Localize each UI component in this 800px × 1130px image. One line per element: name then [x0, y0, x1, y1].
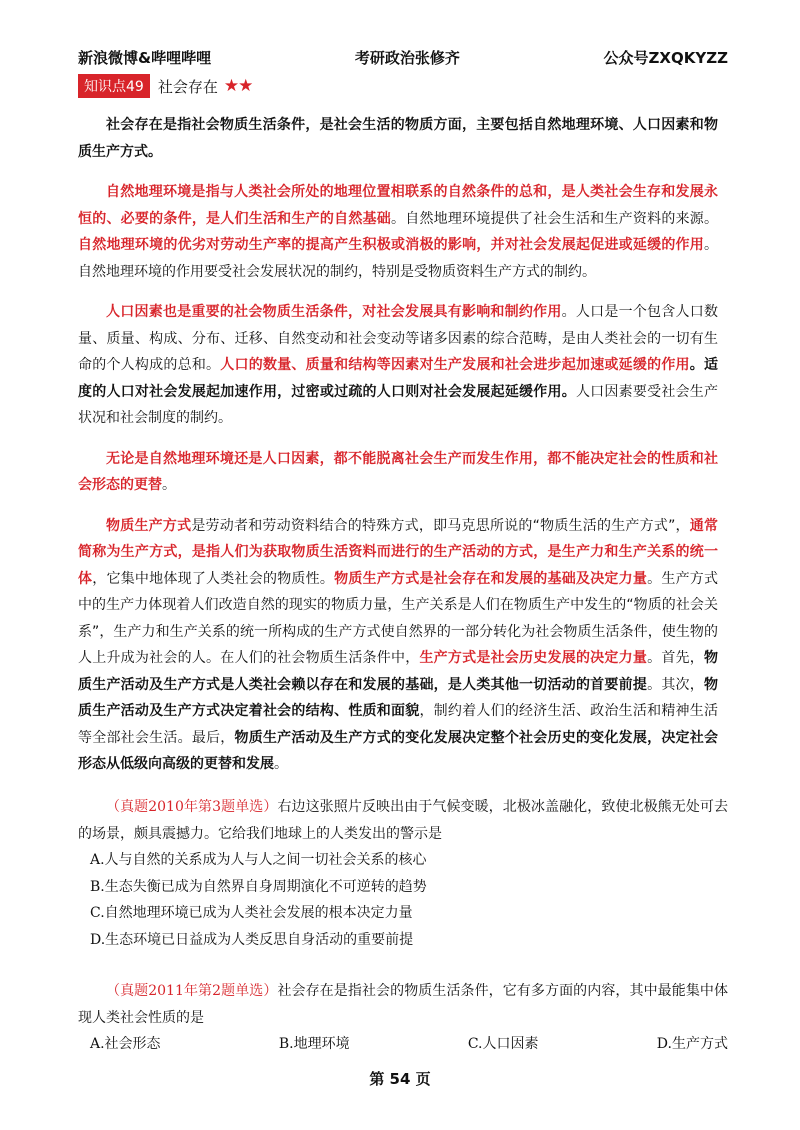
bold-text: 物质生产活动及生产方式的变化发展决定整个社会历史的变化发展，决定社会形态从低级向高级的更替和发展 — [78, 729, 718, 772]
key-text: 无论是自然地理环境还是人口因素，都不能脱离社会生产而发生作用，都不能决定社会的性质和社会形态的更替 — [78, 450, 718, 493]
body-text: ，制约着人们的经济生活、政治生活和精神生活等全部社会生活。最后， — [78, 703, 718, 746]
body-text: 。自然地理环境的作用要受社会发展状况的制约，特别是受物质资料生产方式的制约。 — [78, 237, 718, 280]
question-text: 社会存在是指社会的物质生活条件，它有多方面的内容，其中最能集中体现人类社会性质的是 — [78, 983, 728, 1026]
body-text: ，它集中地体现了人类社会的物质性。 — [92, 570, 335, 587]
page-header — [78, 44, 728, 70]
options-row — [78, 1031, 728, 1058]
paragraph-population — [78, 299, 718, 432]
definition-text: 社会存在是指社会物质生活条件，是社会生活的物质方面，主要包括自然地理环境、人口因素和物质生产方式。 — [78, 117, 718, 160]
option-d: D.生产方式 — [656, 1036, 728, 1052]
question-source: （真题2011年第2题单选） — [106, 983, 278, 999]
question-source: （真题2010年第3题单选） — [106, 799, 278, 815]
paragraph-production-mode — [78, 513, 718, 778]
topic-title: 社会存在 — [157, 77, 218, 96]
header-author: 考研政治张修齐 — [354, 48, 460, 67]
header-social: 新浪微博&哔哩哔哩 — [78, 48, 212, 67]
main-content — [78, 112, 718, 792]
key-text: 生产方式是社会历史发展的决定力量 — [419, 650, 648, 666]
option-d: D.生态环境已日益成为人类反思自身活动的重要前提 — [90, 931, 414, 948]
key-text: 通常简称为生产方式，是指人们为获取物质生活资料而进行的生产活动的方式，是生产力和生产关系的统一体 — [78, 517, 719, 587]
option-b: B.地理环境 — [278, 1036, 350, 1052]
topic-heading — [78, 74, 252, 98]
body-text: 。自然地理环境提供了社会生活和生产资料的来源。 — [391, 210, 718, 227]
option-c: C.自然地理环境已成为人类社会发展的根本决定力量 — [90, 905, 413, 921]
question-text: 右边这张照片反映出由于气候变暖，北极冰盖融化，致使北极熊无处可去的场景，颇具震撼力。它给我们地球上的人类发出的警示是 — [78, 799, 728, 842]
bold-text: 。适度的人口对社会发展起加速作用，过密或过疏的人口则对社会发展起延缓作用。 — [78, 357, 719, 400]
topic-tag: 知识点49 — [78, 74, 150, 98]
body-text: 人口因素要受社会生产状况和社会制度的制约。 — [78, 383, 718, 426]
bold-text: 物质生产活动及生产方式是人类社会赖以存在和发展的基础，是人类其他一切活动的首要前提 — [78, 650, 719, 693]
body-text: 。人口是一个包含人口数量、质量、构成、分布、迁移、自然变动和社会变动等诸多因素的综合范畴，是由人类社会的一切有生命的个人构成的总和。 — [78, 304, 719, 373]
key-text: 物质生产方式 — [106, 517, 192, 534]
body-text: 。 — [162, 477, 176, 493]
option-a: A.社会形态 — [90, 1036, 161, 1052]
key-text: 自然地理环境是指与人类社会所处的地理位置相联系的自然条件的总和，是人类社会生存和发展永恒的、必要的条件，是人们生活和生产的自然基础 — [78, 184, 718, 227]
page-number: 第 54 页 — [369, 1070, 431, 1088]
body-text: 。其次， — [647, 676, 705, 693]
key-text: 物质生产方式是社会存在和发展的基础及决定力量 — [334, 570, 648, 587]
key-text: 自然地理环境的优劣对劳动生产率的提高产生积极或消极的影响，并对社会发展起促进或延缓的作用 — [78, 237, 704, 253]
bold-text: 物质生产活动及生产方式决定着社会的结构、性质和面貌 — [78, 676, 719, 719]
body-text: 。 — [274, 756, 288, 772]
exam-question-2 — [78, 978, 728, 1058]
question-stem — [78, 978, 728, 1031]
option-a: A.人与自然的关系成为人与人之间一切社会关系的核心 — [90, 852, 427, 868]
body-text: 。生产方式中的生产力体现着人们改造自然的现实的物质力量，生产关系是人们在物质生产中发生的“物质的社会关系”，生产力和生产关系的统一所构成的生产方式使自然界的一部分转化为社会物质生活条件，使生物的人上升成为社会的人。在人们的社会物质生活条件中， — [78, 570, 719, 666]
paragraph-definition — [78, 112, 718, 165]
option-c: C.人口因素 — [467, 1036, 539, 1052]
question-stem — [78, 794, 728, 847]
key-text: 人口因素也是重要的社会物质生活条件，对社会发展具有影响和制约作用 — [106, 304, 562, 320]
exam-question-1 — [78, 794, 728, 953]
key-text: 人口的数量、质量和结构等因素对生产发展和社会进步起加速或延缓的作用 — [220, 357, 690, 373]
body-text: 是劳动者和劳动资料结合的特殊方式，即马克思所说的“物质生活的生产方式”， — [191, 517, 690, 534]
importance-stars: ★★ — [223, 76, 253, 96]
paragraph-conclusion — [78, 446, 718, 499]
header-account: 公众号ZXQKYZZ — [603, 48, 728, 67]
paragraph-geography — [78, 179, 718, 285]
option-b: B.生态失衡已成为自然界自身周期演化不可逆转的趋势 — [90, 878, 427, 895]
body-text: 。首先， — [647, 650, 705, 666]
